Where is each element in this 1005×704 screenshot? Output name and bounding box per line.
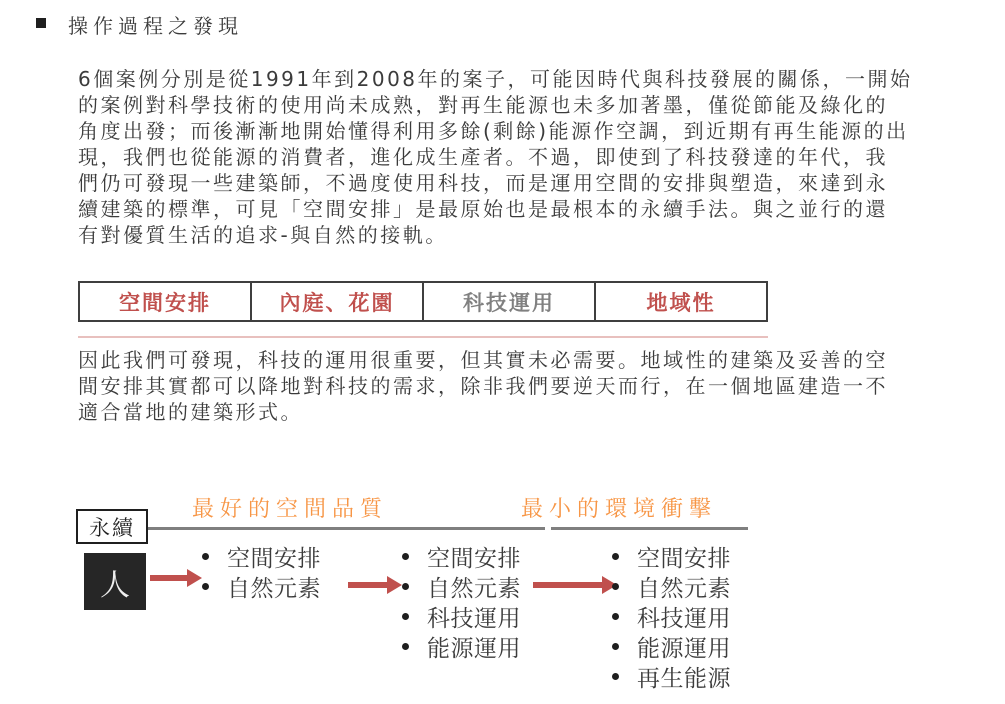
person-box: 人: [84, 553, 146, 610]
list-item-label: 再生能源: [637, 665, 731, 692]
list-item: [612, 541, 731, 571]
bullet-dot-icon: [402, 643, 409, 650]
list-item: [402, 631, 521, 661]
divider-line: [148, 527, 545, 530]
paragraph-findings: [78, 66, 948, 248]
table-underline: [78, 336, 768, 338]
list-item-label: 空間安排: [427, 545, 521, 572]
table-cell-courtyard-garden: 內庭、花園: [250, 283, 422, 320]
list-item: [612, 661, 731, 691]
list-item: [402, 601, 521, 631]
paragraph-line: 6個案例分別是從1991年到2008年的案子，可能因時代與科技發展的關係，一開始: [78, 67, 913, 91]
diagram-header-min-env-impact: 最小的環境衝擊: [521, 497, 718, 522]
list-item-label: 自然元素: [637, 575, 731, 602]
bullet-dot-icon: [202, 553, 209, 560]
bullet-dot-icon: [402, 583, 409, 590]
list-item-label: 空間安排: [227, 545, 321, 572]
bullet-dot-icon: [402, 613, 409, 620]
list-item-label: 能源運用: [427, 635, 521, 662]
list-item-label: 自然元素: [227, 575, 321, 602]
paragraph-line: 間安排其實都可以降地對科技的需求，除非我們要逆天而行，在一個地區建造一不: [78, 374, 888, 398]
sustain-box: 永續: [76, 509, 148, 544]
bullet-dot-icon: [402, 553, 409, 560]
list-item: [612, 631, 731, 661]
paragraph-line: 們仍可發現一些建築師，不過度使用科技，而是運用空間的安排與塑造，來達到永: [78, 171, 888, 195]
right-arrow-icon: [533, 576, 617, 594]
list-item-label: 科技運用: [637, 605, 731, 632]
list-item: [402, 571, 521, 601]
list-item: [402, 541, 521, 571]
right-arrow-icon: [150, 569, 202, 587]
paragraph-line: 續建築的標準，可見「空間安排」是最原始也是最根本的永續手法。與之並行的還: [78, 197, 888, 221]
list-item: [202, 541, 321, 571]
paragraph-conclusion: [78, 347, 948, 425]
bullet-dot-icon: [612, 673, 619, 680]
arrow-shaft: [150, 575, 187, 581]
list-item: [202, 571, 321, 601]
list-item-label: 科技運用: [427, 605, 521, 632]
stage3-list: [612, 541, 731, 691]
list-item-label: 空間安排: [637, 545, 731, 572]
arrow-shaft: [348, 582, 387, 588]
stage2-list: [402, 541, 521, 661]
list-item-label: 自然元素: [427, 575, 521, 602]
list-item-label: 能源運用: [637, 635, 731, 662]
bullet-dot-icon: [202, 583, 209, 590]
arrow-shaft: [533, 582, 602, 588]
page-title-row: [36, 10, 243, 39]
page-title: 操作過程之發現: [68, 14, 243, 38]
concept-table: [78, 281, 768, 322]
stage1-list: [202, 541, 321, 601]
bullet-dot-icon: [612, 643, 619, 650]
table-cell-space-arrangement: 空間安排: [119, 290, 211, 315]
list-item: [612, 601, 731, 631]
paragraph-line: 有對優質生活的追求-與自然的接軌。: [78, 223, 448, 247]
right-arrow-icon: [348, 576, 402, 594]
paragraph-line: 的案例對科學技術的使用尚未成熟，對再生能源也未多加著墨，僅從節能及綠化的: [78, 93, 888, 117]
paragraph-line: 角度出發；而後漸漸地開始懂得利用多餘(剩餘)能源作空調，到近期有再生能源的出: [78, 119, 909, 143]
table-cell-regionality: 地域性: [594, 283, 766, 320]
diagram-header-best-space-quality: 最好的空間品質: [192, 497, 389, 522]
divider-line: [551, 527, 748, 530]
square-bullet-icon: [36, 18, 46, 28]
arrow-head: [387, 576, 402, 594]
bullet-dot-icon: [612, 613, 619, 620]
bullet-dot-icon: [612, 583, 619, 590]
paragraph-line: 現，我們也從能源的消費者，進化成生產者。不過，即使到了科技發達的年代，我: [78, 145, 888, 169]
paragraph-line: 適合當地的建築形式。: [78, 400, 303, 424]
arrow-head: [187, 569, 202, 587]
table-cell-technology-use: 科技運用: [422, 283, 594, 320]
bullet-dot-icon: [612, 553, 619, 560]
list-item: [612, 571, 731, 601]
paragraph-line: 因此我們可發現，科技的運用很重要，但其實未必需要。地域性的建築及妥善的空: [78, 348, 888, 372]
